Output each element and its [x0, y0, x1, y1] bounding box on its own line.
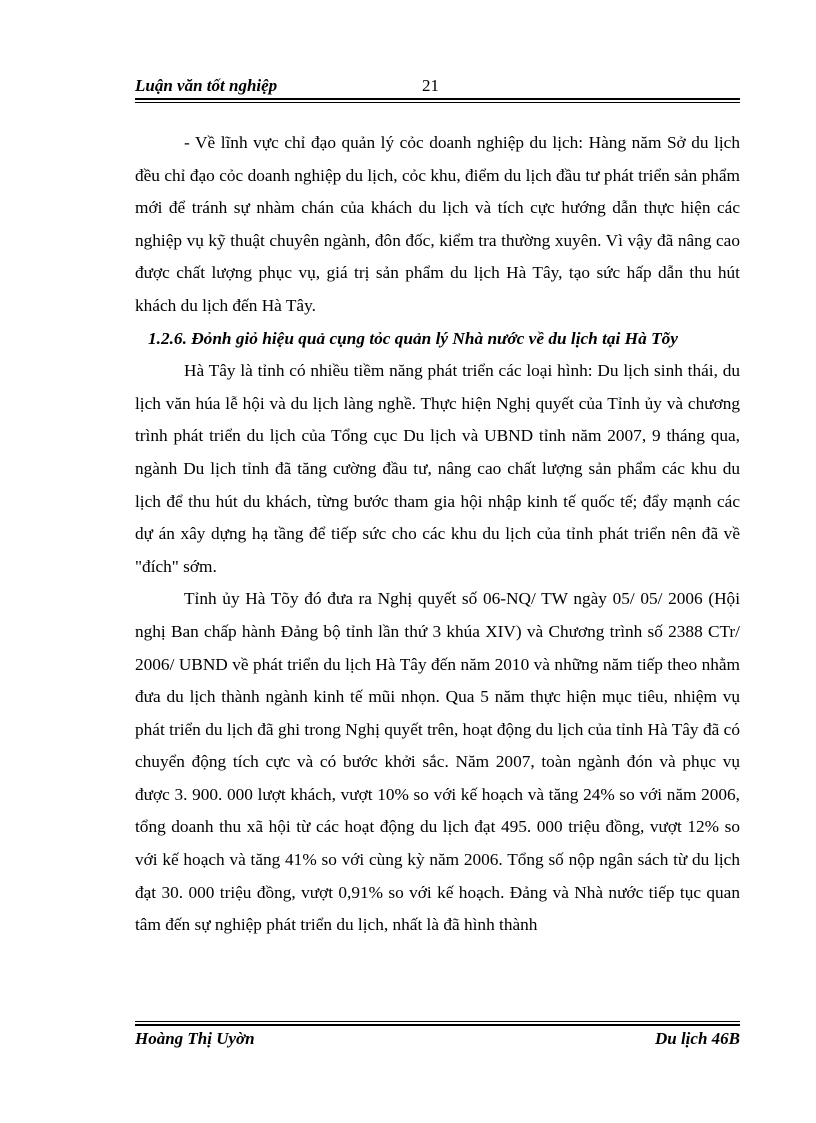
paragraph-management: - Về lĩnh vực chỉ đạo quản lý cỏc doanh nghiệp du lịch: Hàng năm Sở du lịch đều chỉ đạo cỏc doanh nghiệp du lịch, cỏc khu, điểm du lịch đầu tư phát triển sản phẩm mới để tránh sự nhàm chán của khách du lịch và tích cực hướng dẫn thực hiện các nghiệp vụ kỹ thuật chuyên ngành, đôn đốc, kiểm tra thường xuyên. Vì vậy đã nâng cao được chất lượng phục vụ, giá trị sản phẩm du lịch Hà Tây, tạo sức hấp dẫn thu hút khách du lịch đến Hà Tây. [135, 133, 740, 315]
header-rule-thin [135, 102, 740, 103]
page-body [135, 127, 740, 942]
footer-rule-thin [135, 1021, 740, 1022]
footer-class: Du lịch 46B [654, 1029, 740, 1048]
footer-rule [135, 1024, 740, 1026]
page-number: 21 [422, 76, 439, 95]
paragraph-resolution: Tỉnh ủy Hà Tõy đó đưa ra Nghị quyết số 06-NQ/ TW ngày 05/ 05/ 2006 (Hội nghị Ban chấp hành Đảng bộ tỉnh lần thứ 3 khúa XIV) và Chương trình số 2388 CTr/ 2006/ UBND về phát triển du lịch Hà Tây đến năm 2010 và những năm tiếp theo nhằm đưa du lịch thành ngành kinh tế mũi nhọn. Qua 5 năm thực hiện mục tiêu, nhiệm vụ phát triển du lịch đã ghi trong Nghị quyết trên, hoạt động du lịch của tỉnh Hà Tây đã có chuyển động tích cực và có bước khởi sắc. Năm 2007, toàn ngành đón và phục vụ được 3. 900. 000 lượt khách, vượt 10% so với kế hoạch và tăng 24% so với năm 2006, tổng doanh thu xã hội từ các hoạt động du lịch đạt 495. 000 triệu đồng, vượt 12% so với kế hoạch và tăng 41% so với cùng kỳ năm 2006. Tổng số nộp ngân sách từ du lịch đạt 30. 000 triệu đồng, vượt 0,91% so với kế hoạch. Đảng và Nhà nước tiếp tục quan tâm đến sự nghiệp phát triển du lịch, nhất là đã hình thành [135, 589, 740, 935]
header-title: Luận văn tốt nghiệp [135, 76, 278, 95]
page-header [135, 76, 740, 98]
section-heading: 1.2.6. Đỏnh giỏ hiệu quả cụng tỏc quản lý Nhà nước về du lịch tại Hà Tõy [148, 328, 678, 348]
footer-author: Hoàng Thị Uyờn [135, 1029, 255, 1048]
paragraph-potential: Hà Tây là tỉnh có nhiều tiềm năng phát triển các loại hình: Du lịch sinh thái, du lịch văn húa lễ hội và du lịch làng nghề. Thực hiện Nghị quyết của Tỉnh ủy và chương trình phát triển du lịch của Tổng cục Du lịch và UBND tỉnh năm 2007, 9 tháng qua, ngành Du lịch tỉnh đã tăng cường đầu tư, nâng cao chất lượng sản phẩm các khu du lịch để thu hút du khách, từng bước tham gia hội nhập kinh tế quốc tế; đẩy mạnh các dự án xây dựng hạ tầng để tiếp sức cho các khu du lịch của tỉnh phát triển nên đã về "đích" sớm. [135, 361, 740, 576]
header-rule [135, 98, 740, 100]
